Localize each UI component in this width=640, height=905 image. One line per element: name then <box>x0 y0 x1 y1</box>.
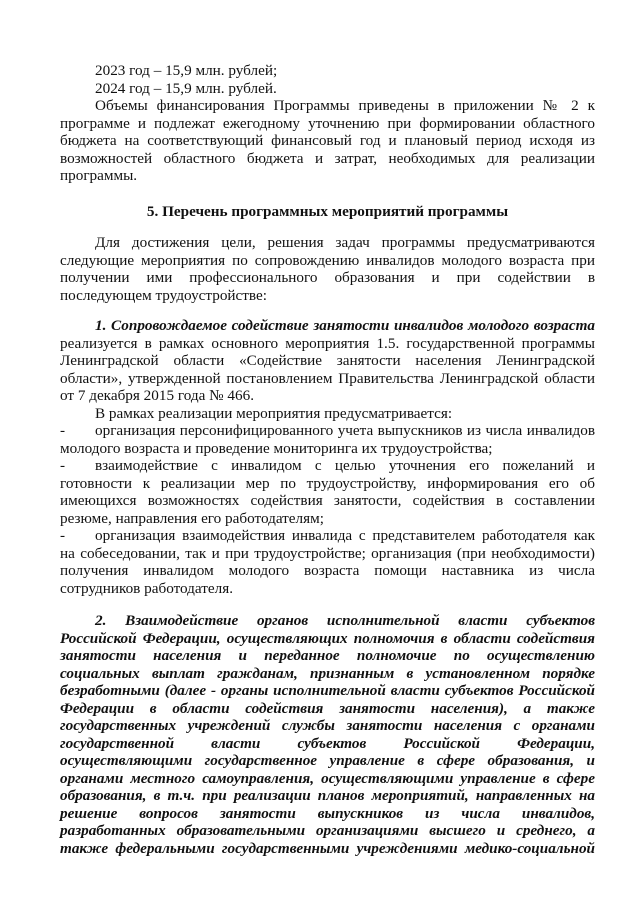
funding-2024-line: 2024 год – 15,9 млн. рублей. <box>95 79 277 97</box>
funding-2023-line: 2023 год – 15,9 млн. рублей; <box>95 62 278 79</box>
item1-intro: В рамках реализации мероприятия предусматривается: <box>95 404 453 422</box>
bullet-dash: - <box>60 457 66 474</box>
bullet-dash: - <box>60 422 66 439</box>
funding-paragraph: Объемы финансирования Программы приведены в приложении № 2 к программе и подлежат ежегодному уточнению при формировании областного бюджета на соответствующий финансовый год и плановый период исходя из возможностей областного бюджета и затрат, необходимых для реализации программы. <box>60 97 595 184</box>
bullet-item <box>60 527 595 597</box>
intro-paragraph: Для достижения цели, решения задач программы предусматриваются следующие мероприятия по сопровождению инвалидов молодого возраста при получении ими профессионального образования и при содействии в последующем трудоустройстве: <box>60 234 595 304</box>
bullet-text: взаимодействие с инвалидом с целью уточнения его пожеланий и готовности к реализации мер по трудоустройству, информирования его об имеющихся возможностях содействия занятости, содействия в составлении резюме, направления его работодателям; <box>60 457 595 527</box>
item1-paragraph <box>60 317 595 405</box>
item2-paragraph: 2. Взаимодействие органов исполнительной власти субъектов Российской Федерации, осуществляющих полномочия в области содействия занятости населения и переданное полномочие по осуществлению социальных выплат гражданам, признанным в установленном порядке безработными (далее - органы исполнительной власти субъектов Российской Федерации в области содействия занятости населения), а также государственных учреждений службы занятости населения с органами государственной власти субъектов Российской Федерации, осуществляющими государственное управление в сфере образования, и органами местного самоуправления, осуществляющими управление в сфере образования, в т.ч. при реализации планов мероприятий, направленных на решение вопросов занятости выпускников из числа инвалидов, разработанных образовательными организациями высшего и среднего, а также федеральными государственными учреждениями медико-социальной <box>60 612 595 857</box>
bullet-text: организация персонифицированного учета выпускников из числа инвалидов молодого возраста и проведение мониторинга их трудоустройства; <box>60 422 595 457</box>
section-title: 5. Перечень программных мероприятий программы <box>146 202 509 220</box>
bullet-text: организация взаимодействия инвалида с представителем работодателя как на собеседовании, так и при трудоустройстве; организация (при необходимости) получения инвалидом молодого возраста помощи наставника из числа сотрудников работодателя. <box>60 527 595 597</box>
document-body <box>60 62 595 857</box>
bullet-dash: - <box>60 527 66 544</box>
item1-title: 1. Сопровождаемое содействие занятости инвалидов молодого возраста <box>95 317 595 334</box>
bullet-item <box>60 422 595 457</box>
bullet-item <box>60 457 595 527</box>
item1-text: реализуется в рамках основного мероприятия 1.5. государственной программы Ленинградской области «Содействие занятости населения Ленинградской области», утвержденной постановлением Правительства Ленинградской области от 7 декабря 2015 года № 466. <box>60 334 595 404</box>
